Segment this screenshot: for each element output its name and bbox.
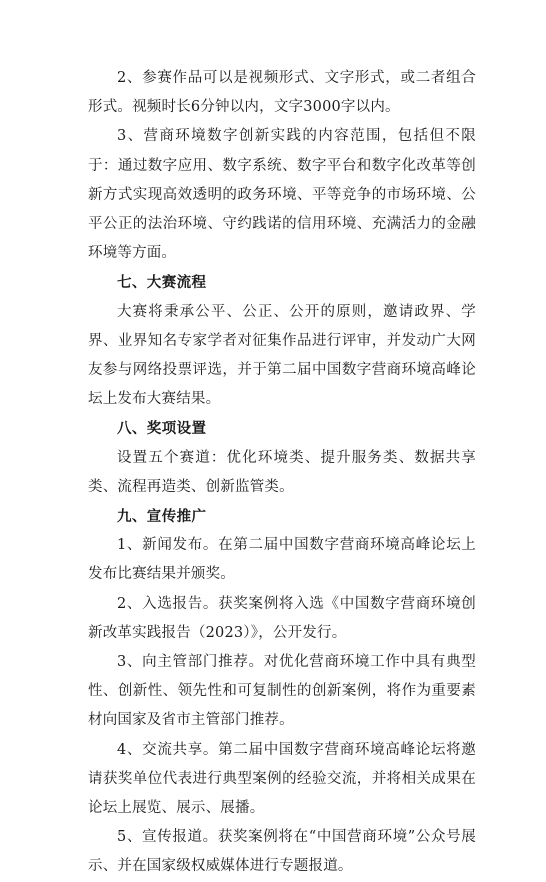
heading-contest-process: 七、大赛流程 (117, 274, 207, 292)
paragraph-publicity: 5、宣传报道。获奖案例将在“中国营商环境”公众号展示、并在国家级权威媒体进行专题报道。 (88, 829, 476, 875)
paragraph-content-scope: 3、营商环境数字创新实践的内容范围，包括但不限于：通过数字应用、数字系统、数字平台和数字化改革等创新方式实现高效透明的政务环境、平等竞争的市场环境、公平公正的法治环境、守约践诺的信用环境、充满活力的金融环境等方面。 (88, 128, 476, 262)
paragraph-awards: 设置五个赛道：优化环境类、提升服务类、数据共享类、流程再造类、创新监管类。 (88, 449, 476, 495)
paragraph-submission-format: 2、参赛作品可以是视频形式、文字形式，或二者组合形式。视频时长6分钟以内，文字3000字以内。 (88, 70, 476, 116)
paragraph-exchange-sharing: 4、交流共享。第二届中国数字营商环境高峰论坛将邀请获奖单位代表进行典型案例的经验交流，并将相关成果在论坛上展览、展示、展播。 (88, 741, 476, 817)
paragraph-contest-process: 大赛将秉承公平、公正、公开的原则，邀请政界、学界、业界知名专家学者对征集作品进行评审，并发动广大网友参与网络投票评选，并于第二届中国数字营商环境高峰论坛上发布大赛结果。 (88, 303, 476, 408)
heading-promotion: 九、宣传推广 (117, 508, 207, 526)
heading-awards: 八、奖项设置 (117, 420, 207, 438)
paragraph-news-release: 1、新闻发布。在第二届中国数字营商环境高峰论坛上发布比赛结果并颁奖。 (88, 537, 476, 583)
paragraph-recommendation: 3、向主管部门推荐。对优化营商环境工作中具有典型性、创新性、领先性和可复制性的创新案例，将作为重要素材向国家及省市主管部门推荐。 (88, 654, 476, 729)
paragraph-report-selection: 2、入选报告。获奖案例将入选《中国数字营商环境创新改革实践报告（2023）》，公开发行。 (88, 595, 476, 641)
